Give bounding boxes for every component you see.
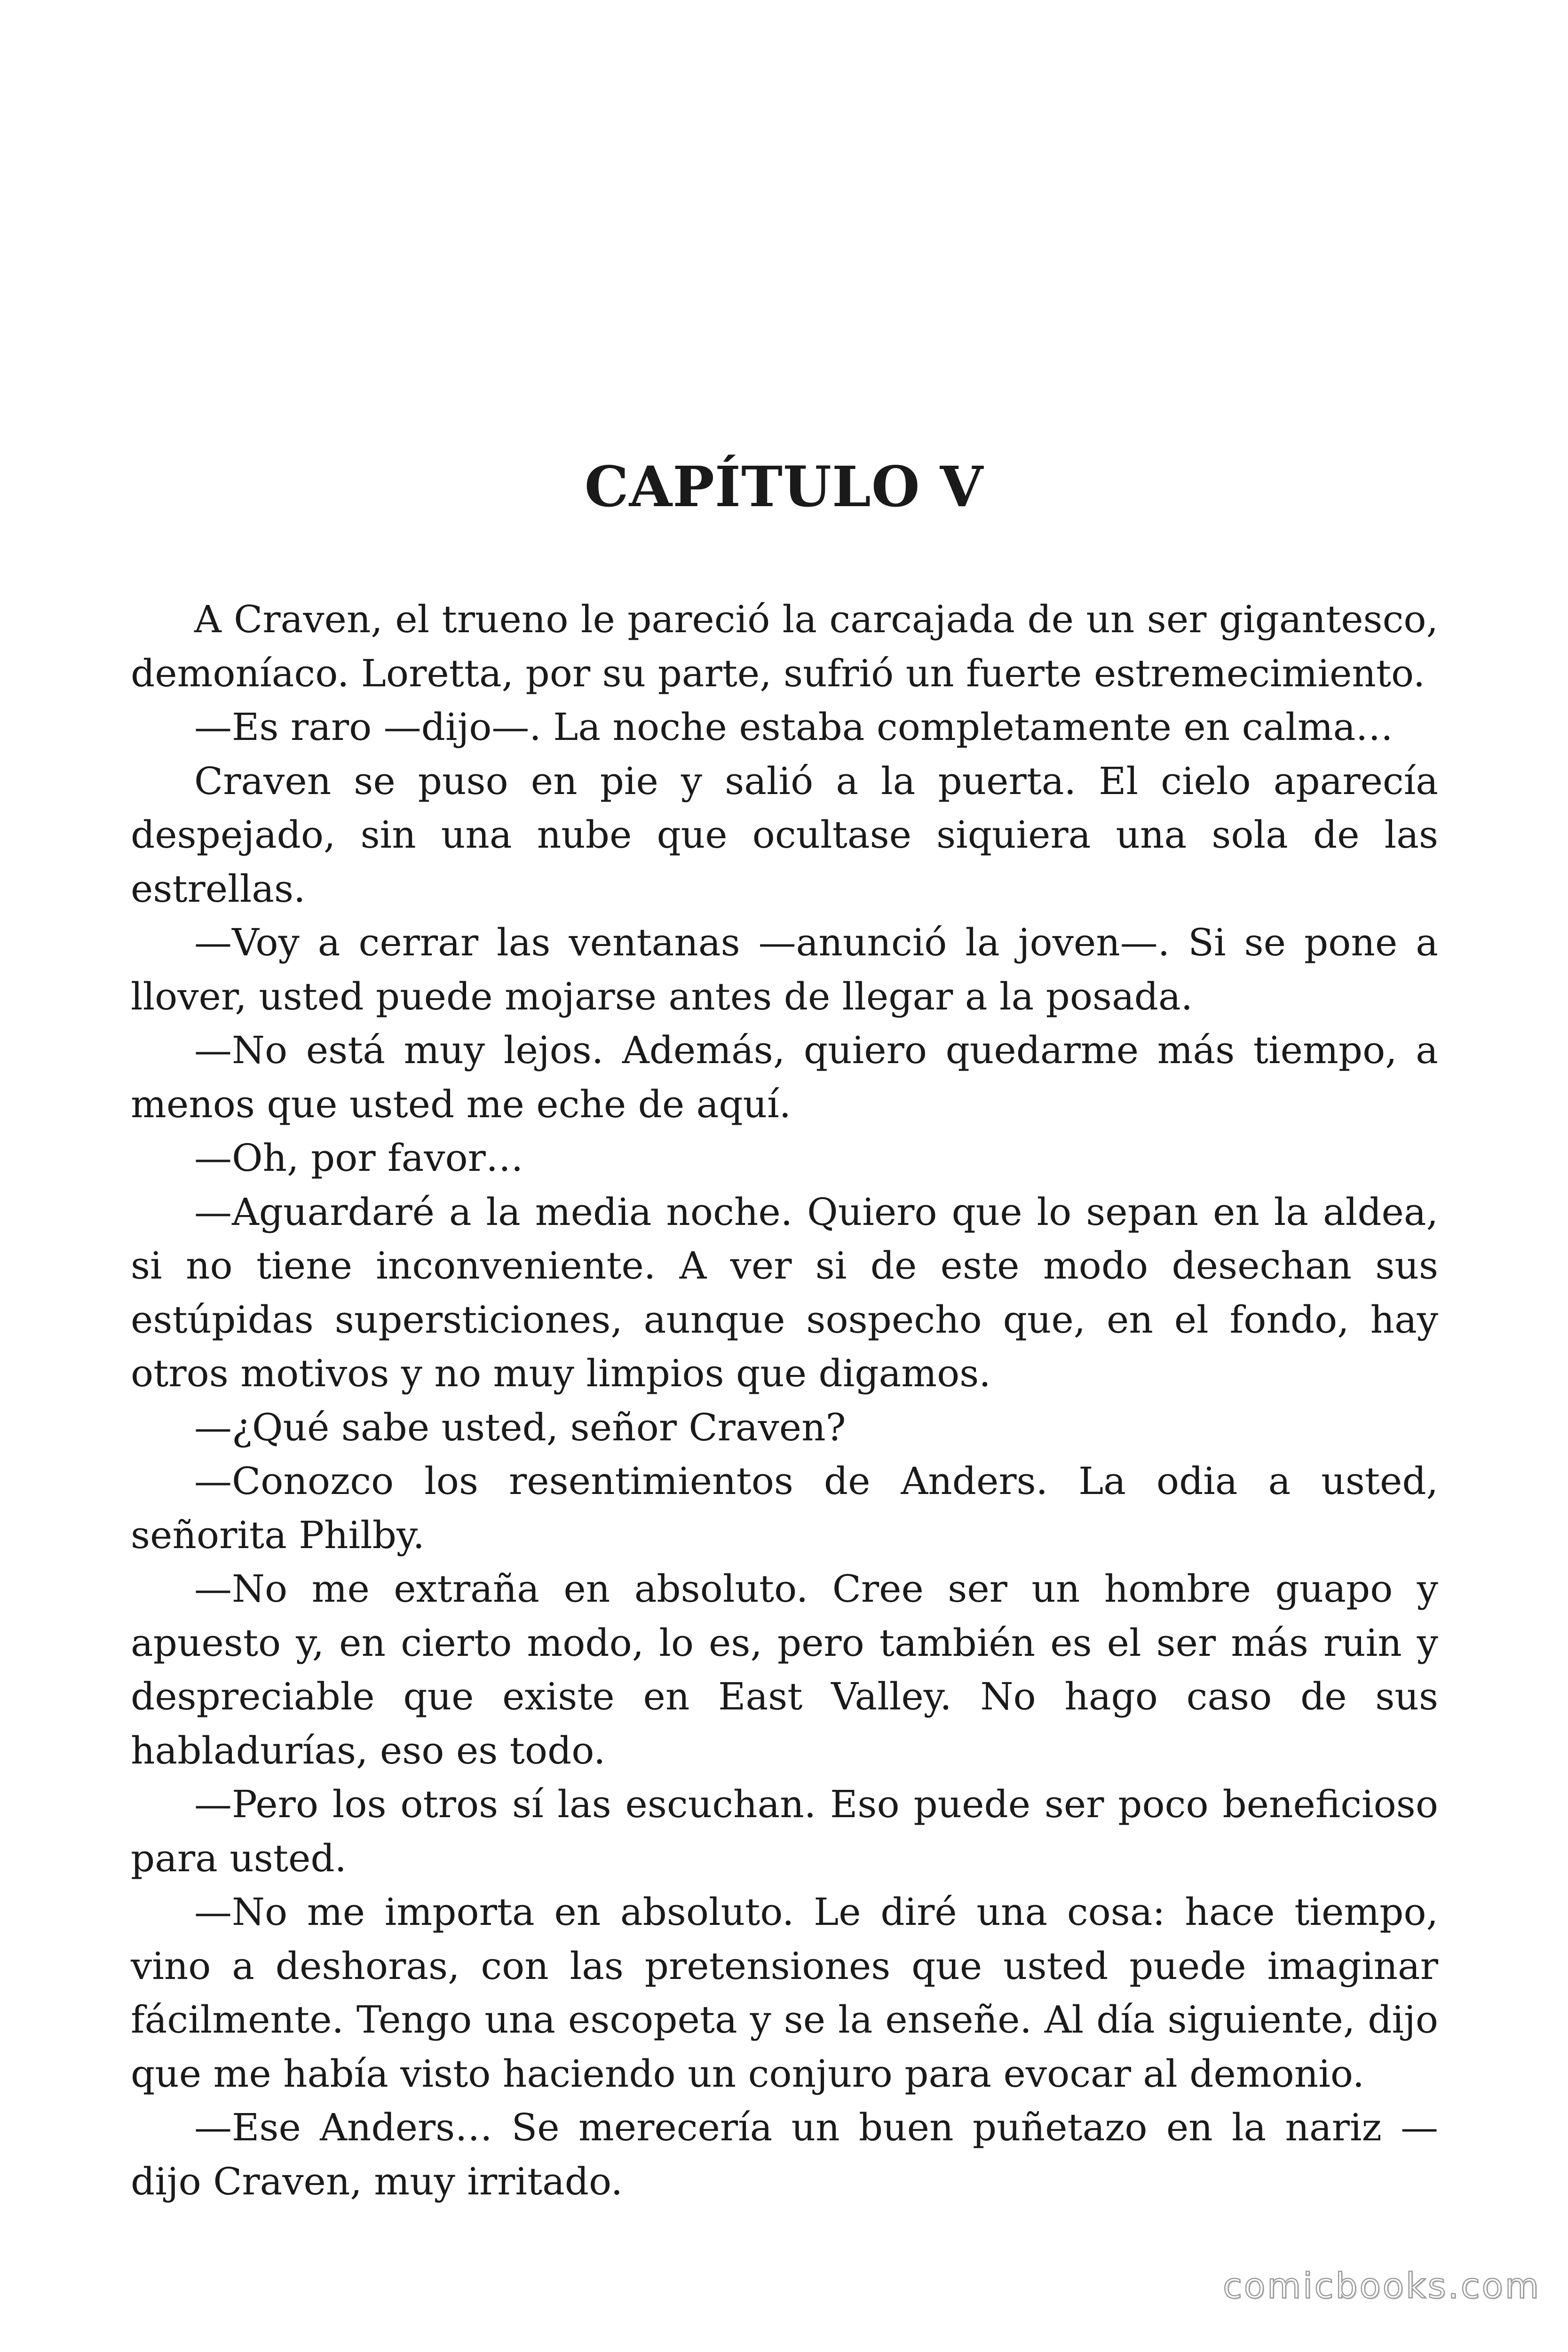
paragraph: —Oh, por favor… bbox=[194, 1136, 523, 1180]
paragraph: —Aguardaré a la media noche. Quiero que lo sepan en la aldea, si no tiene inconveniente. A ver si de este modo desechan sus estúpidas supersticiones, aunque sospecho que, en el fondo, hay otros motivos y no muy limpios que digamos. bbox=[131, 1190, 1438, 1395]
paragraph: A Craven, el trueno le pareció la carcajada de un ser gigantesco, demoníaco. Loretta, por su parte, sufrió un fuerte estremecimiento. bbox=[131, 597, 1438, 695]
chapter-title: CAPÍTULO V bbox=[584, 454, 984, 519]
paragraph: —No está muy lejos. Además, quiero quedarme más tiempo, a menos que usted me eche de aquí. bbox=[131, 1028, 1438, 1126]
paragraph: —¿Qué sabe usted, señor Craven? bbox=[194, 1405, 846, 1449]
paragraph: Craven se puso en pie y salió a la puerta. El cielo aparecía despejado, sin una nube que ocultase siquiera una sola de las estrellas. bbox=[131, 759, 1438, 911]
paragraph: —No me extraña en absoluto. Cree ser un hombre guapo y apuesto y, en cierto modo, lo es, pero también es el ser más ruin y despreciable que existe en East Valley. No hago caso de sus habladurías, eso es todo. bbox=[131, 1567, 1438, 1772]
watermark-logo: comicbooks.com bbox=[1223, 2266, 1541, 2306]
paragraph: —Es raro —dijo—. La noche estaba completamente en calma… bbox=[194, 705, 1394, 749]
paragraph: —No me importa en absoluto. Le diré una cosa: hace tiempo, vino a deshoras, con las pretensiones que usted puede imaginar fácilmente. Tengo una escopeta y se la enseñe. Al día siguiente, dijo que me había visto haciendo un conjuro para evocar al demonio. bbox=[131, 1890, 1438, 2096]
paragraph: —Conozco los resentimientos de Anders. La odia a usted, señorita Philby. bbox=[131, 1459, 1438, 1557]
paragraph: —Voy a cerrar las ventanas —anunció la joven—. Si se pone a llover, usted puede mojarse antes de llegar a la posada. bbox=[131, 921, 1438, 1018]
paragraph: —Pero los otros sí las escuchan. Eso puede ser poco beneficioso para usted. bbox=[131, 1782, 1438, 1880]
chapter-body bbox=[131, 593, 1438, 2209]
paragraph: —Ese Anders… Se merecería un buen puñetazo en la nariz — dijo Craven, muy irritado. bbox=[131, 2106, 1438, 2203]
